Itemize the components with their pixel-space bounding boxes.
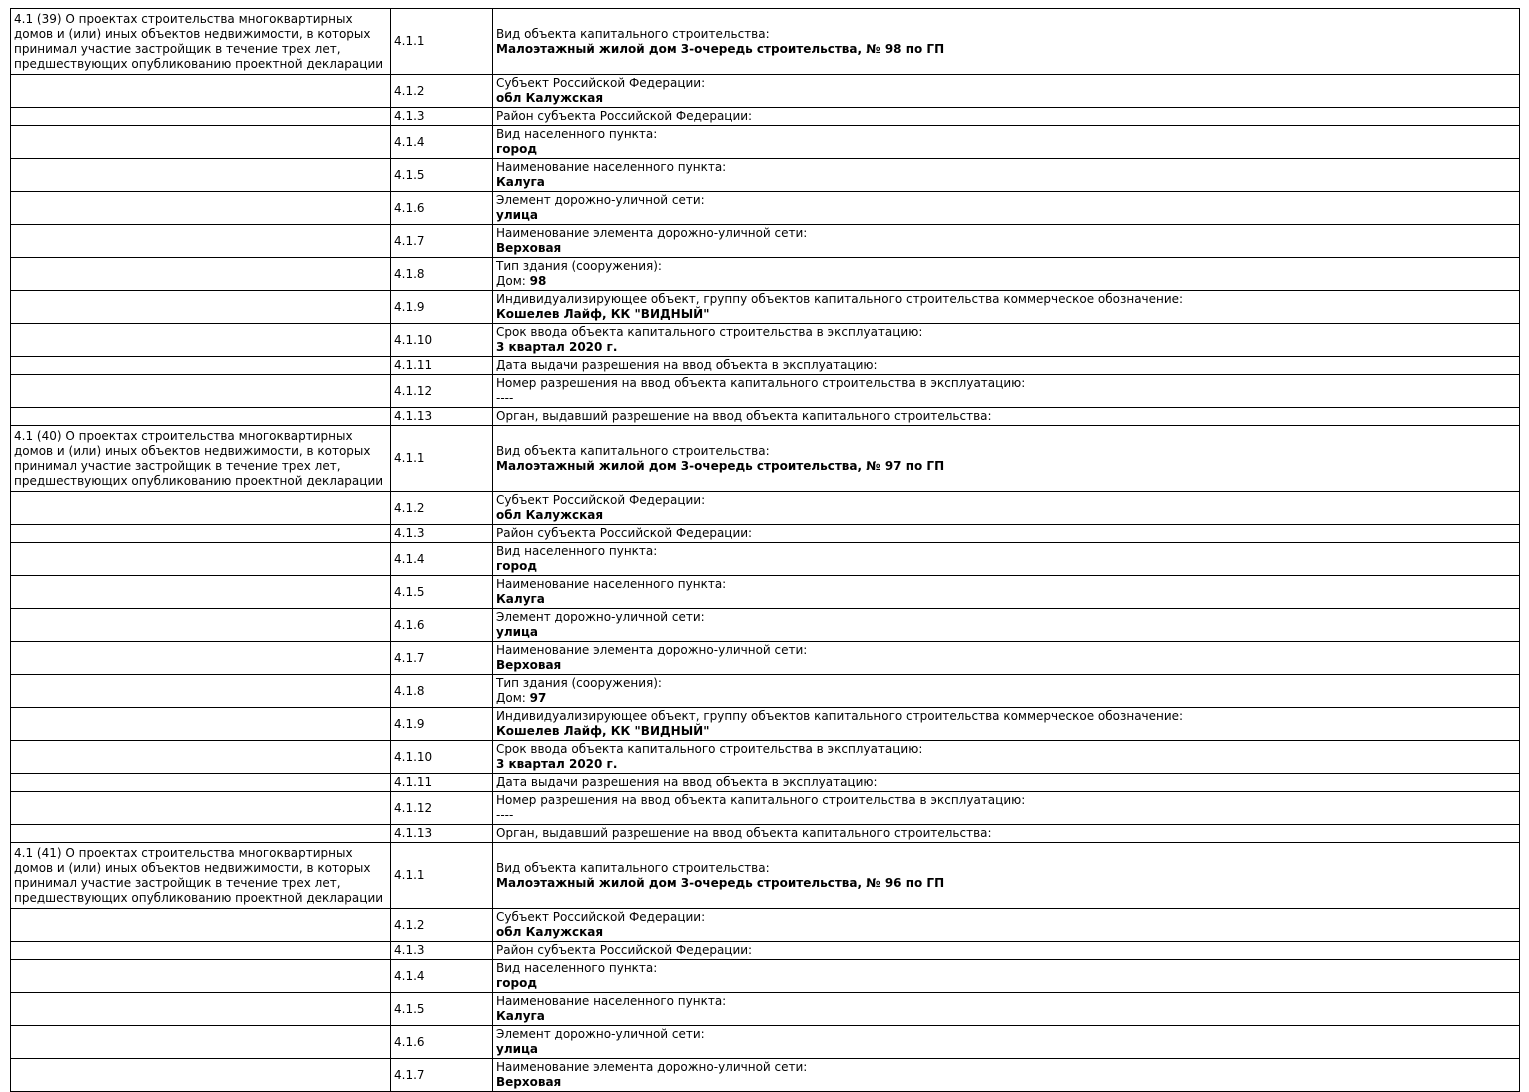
row-code-cell [391,609,493,642]
row-code: 4.1.4 [394,968,425,983]
row-code-cell [391,225,493,258]
row-code-cell [391,159,493,192]
section-description-cell [11,159,391,192]
row-code-cell [391,543,493,576]
field-label: Срок ввода объекта капитального строительства в эксплуатацию: [496,742,923,756]
field-value [496,559,1516,574]
row-content-cell [493,525,1520,543]
field-label: Наименование населенного пункта: [496,994,727,1008]
field-label: Срок ввода объекта капитального строительства в эксплуатацию: [496,325,923,339]
field-label: Наименование населенного пункта: [496,160,727,174]
row-content-cell [493,291,1520,324]
field-label: Вид объекта капитального строительства: [496,443,770,458]
table-row [11,258,1520,291]
table-row [11,792,1520,825]
row-code-cell [391,774,493,792]
row-code: 4.1.4 [394,134,425,149]
field-label: Вид населенного пункта: [496,544,658,558]
row-code: 4.1.5 [394,1001,425,1016]
row-code: 4.1.7 [394,1067,425,1082]
field-value-prefix: Дом: [496,274,530,288]
row-content-cell [493,993,1520,1026]
row-content-cell [493,408,1520,426]
row-content-cell [493,942,1520,960]
table-row [11,75,1520,108]
row-code: 4.1.5 [394,584,425,599]
row-code: 4.1.3 [394,526,425,540]
table-row [11,159,1520,192]
row-code-cell [391,375,493,408]
row-content-cell [493,9,1520,75]
section-description-cell [11,126,391,159]
row-code-cell [391,357,493,375]
row-code-cell [391,675,493,708]
row-code-cell [391,291,493,324]
field-value-prefix: Дом: [496,691,530,705]
field-value [496,340,1516,355]
declaration-table [10,8,1520,1092]
field-value-text: Верховая [496,658,562,672]
row-content-cell [493,675,1520,708]
row-code-cell [391,192,493,225]
field-value [496,42,1516,57]
field-value [496,658,1516,673]
row-content-cell [493,357,1520,375]
section-description-cell [11,825,391,843]
row-code-cell [391,1026,493,1059]
row-code-cell [391,426,493,492]
table-row [11,1059,1520,1092]
section-description-cell [11,576,391,609]
field-label: Тип здания (сооружения): [496,676,662,690]
field-label: Номер разрешения на ввод объекта капитального строительства в эксплуатацию: [496,376,1026,390]
row-content-cell [493,741,1520,774]
field-label: Вид населенного пункта: [496,127,658,141]
table-row [11,642,1520,675]
row-code: 4.1.6 [394,1034,425,1049]
row-content-cell [493,609,1520,642]
row-code-cell [391,909,493,942]
field-label: Элемент дорожно-уличной сети: [496,193,705,207]
field-value-text: Верховая [496,1075,562,1089]
section-description-cell [11,258,391,291]
field-value-text: 97 [529,691,547,705]
field-value [496,1009,1516,1024]
field-value [496,175,1516,190]
row-code: 4.1.12 [394,383,433,398]
field-label: Вид населенного пункта: [496,961,658,975]
field-value [496,241,1516,256]
section-description-cell [11,942,391,960]
section-description-cell [11,675,391,708]
row-content-cell [493,708,1520,741]
row-content-cell [493,426,1520,492]
table-row [11,708,1520,741]
field-value [496,508,1516,523]
field-value [496,876,1516,891]
field-value-text: Малоэтажный жилой дом 3-очередь строительства, № 97 по ГП [496,458,945,473]
field-label: Субъект Российской Федерации: [496,910,706,924]
row-code-cell [391,843,493,909]
section-description-cell [11,291,391,324]
section-description-cell [11,993,391,1026]
field-value [496,808,1516,823]
section-description-cell [11,792,391,825]
field-label: Тип здания (сооружения): [496,259,662,273]
row-content-cell [493,492,1520,525]
field-value [496,1075,1516,1090]
row-content-cell [493,159,1520,192]
field-label: Наименование населенного пункта: [496,577,727,591]
table-row [11,375,1520,408]
section-description: 4.1 (40) О проектах строительства многоквартирных домов и (или) иных объектов недвижимости, в которых принимал участие застройщик в течение трех лет, предшествующих опубликованию проектной декларации [14,428,384,488]
row-code-cell [391,108,493,126]
row-code: 4.1.11 [394,775,433,789]
section-description-cell [11,1026,391,1059]
field-value [496,625,1516,640]
field-value-text: Верховая [496,241,562,255]
row-code-cell [391,942,493,960]
field-value-text: обл Калужская [496,508,604,522]
row-code-cell [391,792,493,825]
table-row [11,408,1520,426]
row-code-cell [391,126,493,159]
field-label: Субъект Российской Федерации: [496,76,706,90]
field-value [496,459,1516,474]
row-code: 4.1.5 [394,167,425,182]
field-label: Субъект Российской Федерации: [496,493,706,507]
section-description-cell [11,75,391,108]
table-row [11,843,1520,909]
table-row [11,525,1520,543]
table-row [11,609,1520,642]
field-value [496,142,1516,157]
field-label: Орган, выдавший разрешение на ввод объекта капитального строительства: [496,409,992,423]
field-value-text: 3 квартал 2020 г. [496,340,618,354]
table-row [11,909,1520,942]
row-content-cell [493,543,1520,576]
field-value-text: Калуга [496,592,545,606]
row-content-cell [493,108,1520,126]
field-label: Вид объекта капитального строительства: [496,860,770,875]
field-value [496,307,1516,322]
section-description-cell [11,642,391,675]
field-value [496,757,1516,772]
field-value-text: улица [496,208,539,222]
table-row [11,357,1520,375]
table-row [11,291,1520,324]
section-description-cell [11,9,391,75]
section-description-cell [11,225,391,258]
field-value-text: Малоэтажный жилой дом 3-очередь строительства, № 96 по ГП [496,875,945,890]
row-code: 4.1.10 [394,749,433,764]
row-code-cell [391,525,493,543]
row-code-cell [391,9,493,75]
table-row [11,543,1520,576]
row-code: 4.1.6 [394,617,425,632]
field-label: Район субъекта Российской Федерации: [496,109,753,123]
row-content-cell [493,375,1520,408]
row-code: 4.1.13 [394,826,433,840]
field-value-text: Малоэтажный жилой дом 3-очередь строительства, № 98 по ГП [496,41,945,56]
section-description-cell [11,108,391,126]
row-content-cell [493,909,1520,942]
row-content-cell [493,258,1520,291]
field-value-text: город [496,559,538,573]
row-code: 4.1.11 [394,358,433,372]
field-label: Вид объекта капитального строительства: [496,26,770,41]
row-code: 4.1.9 [394,716,425,731]
field-value [496,592,1516,607]
table-row [11,960,1520,993]
section-description-cell [11,708,391,741]
row-content-cell [493,192,1520,225]
row-code-cell [391,576,493,609]
row-code: 4.1.2 [394,500,425,515]
field-label: Орган, выдавший разрешение на ввод объекта капитального строительства: [496,826,992,840]
row-content-cell [493,642,1520,675]
row-content-cell [493,225,1520,258]
table-row [11,942,1520,960]
row-code: 4.1.13 [394,409,433,423]
row-code: 4.1.8 [394,683,425,698]
table-row [11,576,1520,609]
section-description-cell [11,909,391,942]
row-content-cell [493,1059,1520,1092]
field-value-text: улица [496,1042,539,1056]
table-row [11,192,1520,225]
field-label: Район субъекта Российской Федерации: [496,943,753,957]
field-value [496,724,1516,739]
declaration-table-body [11,9,1520,1092]
row-code-cell [391,993,493,1026]
section-description-cell [11,324,391,357]
section-description-cell [11,960,391,993]
section-description: 4.1 (39) О проектах строительства многоквартирных домов и (или) иных объектов недвижимости, в которых принимал участие застройщик в течение трех лет, предшествующих опубликованию проектной декларации [14,11,384,71]
field-label: Наименование элемента дорожно-уличной сети: [496,643,808,657]
field-value-text: 98 [529,274,547,288]
row-content-cell [493,324,1520,357]
row-code-cell [391,1059,493,1092]
row-code-cell [391,741,493,774]
table-row [11,993,1520,1026]
field-value-text: Кошелев Лайф, КК "ВИДНЫЙ" [496,307,710,321]
field-value [496,208,1516,223]
row-content-cell [493,843,1520,909]
row-content-cell [493,576,1520,609]
row-code-cell [391,492,493,525]
table-row [11,774,1520,792]
section-description-cell [11,375,391,408]
section-description-cell [11,192,391,225]
section-description-cell [11,843,391,909]
field-label: Индивидуализирующее объект, группу объектов капитального строительства коммерческое обозначение: [496,709,1184,723]
field-value [496,691,1516,706]
field-label: Элемент дорожно-уличной сети: [496,1027,705,1041]
row-code: 4.1.2 [394,83,425,98]
field-label: Наименование элемента дорожно-уличной сети: [496,1060,808,1074]
section-description-cell [11,543,391,576]
row-code: 4.1.2 [394,917,425,932]
row-code: 4.1.8 [394,266,425,281]
section-description-cell [11,774,391,792]
field-value [496,925,1516,940]
field-value [496,91,1516,106]
table-row [11,825,1520,843]
row-code: 4.1.3 [394,109,425,123]
field-label: Дата выдачи разрешения на ввод объекта в эксплуатацию: [496,358,878,372]
section-description-cell [11,609,391,642]
section-description-cell [11,525,391,543]
table-row [11,126,1520,159]
row-code-cell [391,642,493,675]
field-value-text: 3 квартал 2020 г. [496,757,618,771]
table-row [11,426,1520,492]
field-label: Район субъекта Российской Федерации: [496,526,753,540]
row-code-cell [391,408,493,426]
row-code-cell [391,324,493,357]
field-value [496,976,1516,991]
table-row [11,741,1520,774]
table-row [11,9,1520,75]
row-code: 4.1.10 [394,332,433,347]
row-content-cell [493,960,1520,993]
row-content-cell [493,774,1520,792]
row-code: 4.1.4 [394,551,425,566]
row-code: 4.1.1 [394,868,425,882]
row-code: 4.1.12 [394,800,433,815]
field-value-text: ---- [496,391,514,405]
table-row [11,225,1520,258]
field-value-text: обл Калужская [496,925,604,939]
row-code: 4.1.6 [394,200,425,215]
field-value [496,274,1516,289]
row-content-cell [493,1026,1520,1059]
field-value-text: Калуга [496,1009,545,1023]
table-row [11,1026,1520,1059]
field-label: Индивидуализирующее объект, группу объектов капитального строительства коммерческое обозначение: [496,292,1184,306]
field-label: Элемент дорожно-уличной сети: [496,610,705,624]
field-value-text: город [496,976,538,990]
field-value-text: ---- [496,808,514,822]
row-content-cell [493,75,1520,108]
section-description-cell [11,492,391,525]
field-value [496,391,1516,406]
row-code-cell [391,708,493,741]
section-description-cell [11,1059,391,1092]
table-row [11,492,1520,525]
field-label: Наименование элемента дорожно-уличной сети: [496,226,808,240]
table-row [11,108,1520,126]
table-row [11,324,1520,357]
row-code: 4.1.9 [394,299,425,314]
section-description-cell [11,426,391,492]
row-code: 4.1.7 [394,650,425,665]
row-code-cell [391,258,493,291]
row-code: 4.1.1 [394,34,425,48]
row-content-cell [493,825,1520,843]
section-description-cell [11,357,391,375]
row-code-cell [391,960,493,993]
field-value [496,1042,1516,1057]
section-description-cell [11,408,391,426]
field-value-text: город [496,142,538,156]
table-row [11,675,1520,708]
row-code: 4.1.1 [394,451,425,465]
row-code-cell [391,75,493,108]
row-content-cell [493,126,1520,159]
field-value-text: улица [496,625,539,639]
row-code: 4.1.7 [394,233,425,248]
field-label: Номер разрешения на ввод объекта капитального строительства в эксплуатацию: [496,793,1026,807]
section-description: 4.1 (41) О проектах строительства многоквартирных домов и (или) иных объектов недвижимости, в которых принимал участие застройщик в течение трех лет, предшествующих опубликованию проектной декларации [14,845,384,905]
section-description-cell [11,741,391,774]
row-code-cell [391,825,493,843]
field-label: Дата выдачи разрешения на ввод объекта в эксплуатацию: [496,775,878,789]
row-code: 4.1.3 [394,943,425,957]
field-value-text: обл Калужская [496,91,604,105]
row-content-cell [493,792,1520,825]
field-value-text: Калуга [496,175,545,189]
field-value-text: Кошелев Лайф, КК "ВИДНЫЙ" [496,724,710,738]
